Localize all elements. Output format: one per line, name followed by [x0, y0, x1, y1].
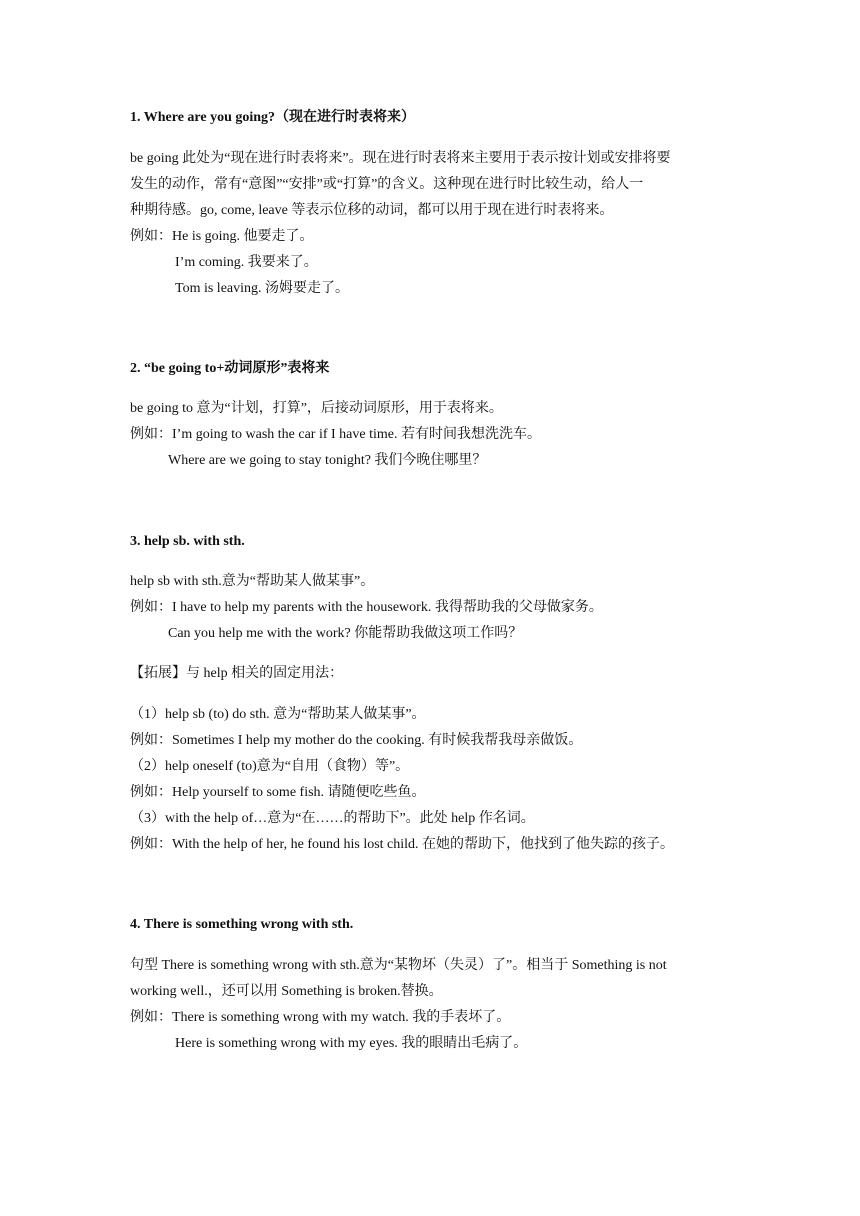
section-3-extension-line-2: 例如：Sometimes I help my mother do the cooking. 有时候我帮我母亲做饭。: [130, 733, 583, 748]
section-4-paragraph-line-1: 句型 There is something wrong with sth.意为“某物坏（失灵）了”。相当于 Something is not: [130, 958, 667, 973]
section-1-example-1: 例如：He is going. 他要走了。: [130, 229, 314, 244]
section-4-example-2: Here is something wrong with my eyes. 我的眼睛出毛病了。: [175, 1036, 528, 1051]
section-2-example-1: 例如：I’m going to wash the car if I have time. 若有时间我想洗洗车。: [130, 427, 541, 442]
section-1-example-3: Tom is leaving. 汤姆要走了。: [175, 281, 350, 296]
section-2-heading: 2. “be going to+动词原形”表将来: [130, 361, 330, 376]
section-3-extension-line-6: 例如：With the help of her, he found his lost child. 在她的帮助下，他找到了他失踪的孩子。: [130, 837, 675, 852]
section-2-example-2: Where are we going to stay tonight? 我们今晚住哪里？: [168, 453, 487, 468]
section-1-paragraph-line-1: be going 此处为“现在进行时表将来”。现在进行时表将来主要用于表示按计划或安排将要: [130, 151, 671, 166]
section-1-paragraph-line-2: 发生的动作，常有“意图”“安排”或“打算”的含义。这种现在进行时比较生动，给人一: [130, 177, 644, 192]
section-3-example-1: 例如：I have to help my parents with the housework. 我得帮助我的父母做家务。: [130, 600, 603, 615]
section-3-heading: 3. help sb. with sth.: [130, 534, 245, 549]
section-4-example-1: 例如：There is something wrong with my watch. 我的手表坏了。: [130, 1010, 511, 1025]
section-4-paragraph-line-2: working well.，还可以用 Something is broken.替换。: [130, 984, 443, 999]
section-1-example-2: I’m coming. 我要来了。: [175, 255, 318, 270]
section-3-extension-title: 【拓展】与 help 相关的固定用法：: [130, 666, 344, 681]
section-1-paragraph-line-3: 种期待感。go, come, leave 等表示位移的动词，都可以用于现在进行时表将来。: [130, 203, 614, 218]
section-4-heading: 4. There is something wrong with sth.: [130, 917, 354, 932]
section-3-extension-line-3: （2）help oneself (to)意为“自用（食物）等”。: [130, 759, 410, 774]
section-3-example-2: Can you help me with the work? 你能帮助我做这项工作吗？: [168, 626, 523, 641]
section-2-paragraph-line-1: be going to 意为“计划，打算”，后接动词原形，用于表将来。: [130, 401, 503, 416]
section-3-extension-line-4: 例如：Help yourself to some fish. 请随便吃些鱼。: [130, 785, 426, 800]
section-3-paragraph-line-1: help sb with sth.意为“帮助某人做某事”。: [130, 574, 375, 589]
section-3-extension-line-1: （1）help sb (to) do sth. 意为“帮助某人做某事”。: [130, 707, 426, 722]
section-1-heading: 1. Where are you going?（现在进行时表将来）: [130, 110, 416, 125]
section-3-extension-line-5: （3）with the help of…意为“在……的帮助下”。此处 help 作名词。: [130, 811, 535, 826]
